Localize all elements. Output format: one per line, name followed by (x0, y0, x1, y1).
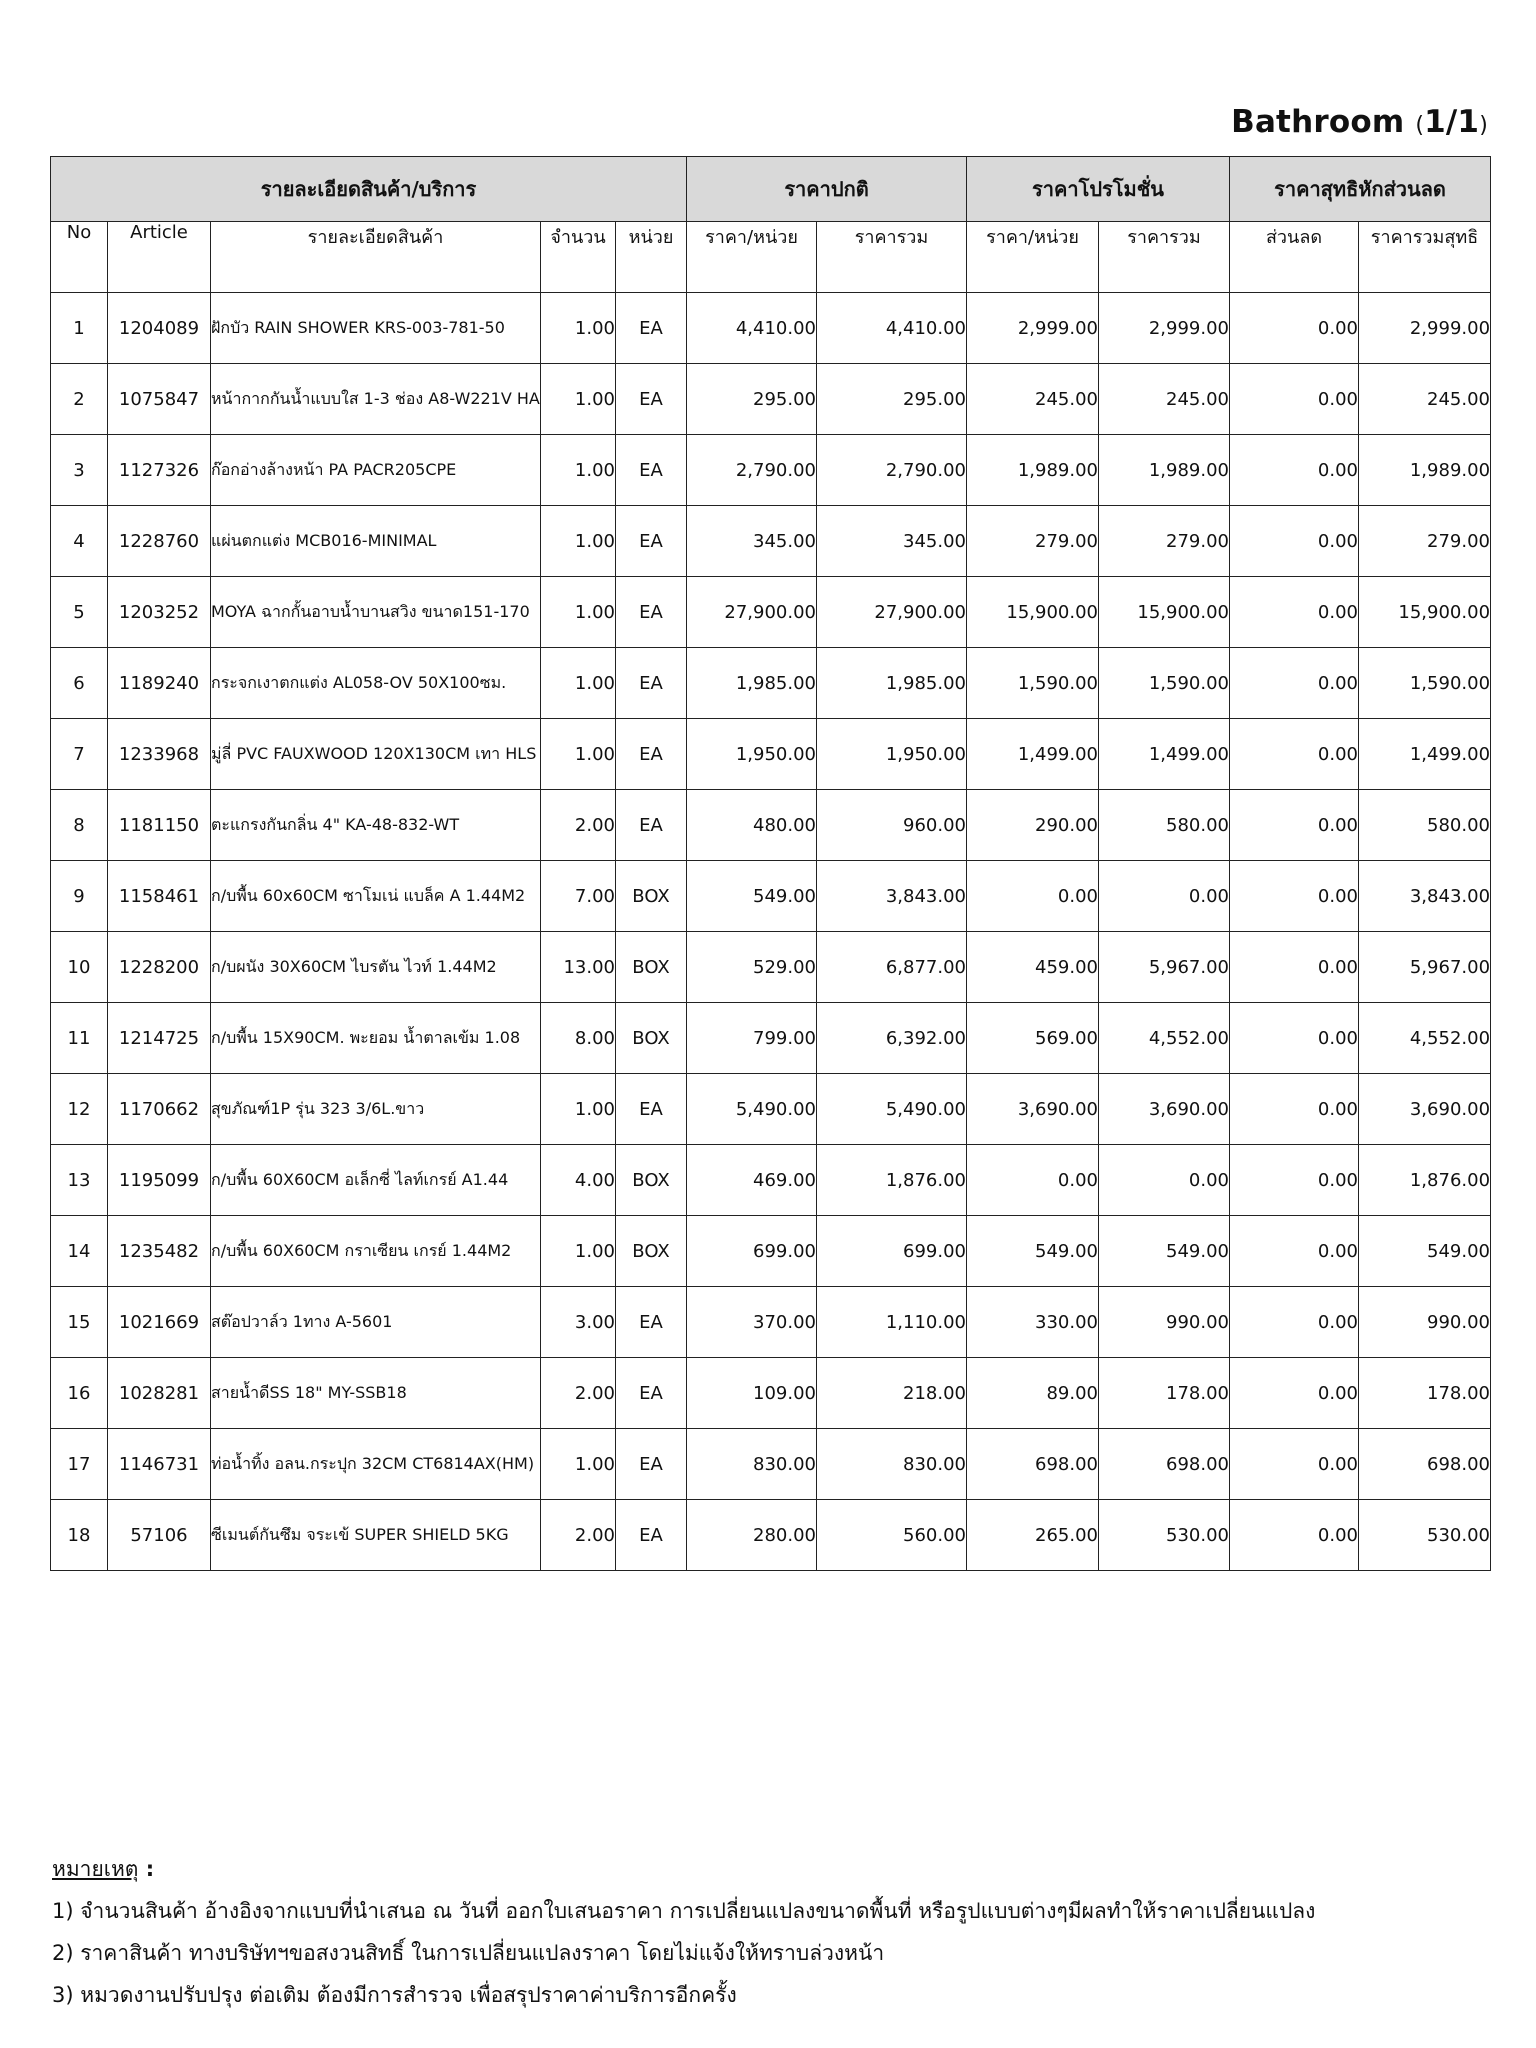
row-article: 1021669 (108, 1287, 211, 1358)
row-description: ก/บพื้น 60X60CM กราเซียน เกรย์ 1.44M2 (211, 1216, 541, 1287)
row-no: 6 (51, 648, 108, 719)
row-qty: 2.00 (541, 1500, 616, 1571)
row-qty: 1.00 (541, 648, 616, 719)
row-no: 13 (51, 1145, 108, 1216)
table-row (51, 1287, 1491, 1358)
row-net-total: 15,900.00 (1359, 577, 1491, 648)
row-unit: BOX (616, 861, 687, 932)
table-row (51, 435, 1491, 506)
row-description: ก๊อกอ่างล้างหน้า PA PACR205CPE (211, 435, 541, 506)
table-row (51, 364, 1491, 435)
col-promo-unit-price: ราคา/หน่วย (967, 222, 1099, 293)
row-unit: BOX (616, 932, 687, 1003)
row-no: 5 (51, 577, 108, 648)
row-description: ก/บพื้น 60X60CM อเล็กซี่ ไลท์เกรย์ A1.44 (211, 1145, 541, 1216)
row-discount: 0.00 (1230, 1358, 1359, 1429)
row-normal-total: 560.00 (817, 1500, 967, 1571)
row-article: 1204089 (108, 293, 211, 364)
row-article: 1146731 (108, 1429, 211, 1500)
row-normal-total: 5,490.00 (817, 1074, 967, 1145)
row-promo-total: 530.00 (1099, 1500, 1230, 1571)
row-promo-unit-price: 0.00 (967, 1145, 1099, 1216)
row-promo-unit-price: 290.00 (967, 790, 1099, 861)
row-unit: BOX (616, 1145, 687, 1216)
row-description: สต๊อปวาล์ว 1ทาง A-5601 (211, 1287, 541, 1358)
row-unit: EA (616, 1074, 687, 1145)
row-description: มู่ลี่ PVC FAUXWOOD 120X130CM เทา HLS (211, 719, 541, 790)
row-no: 14 (51, 1216, 108, 1287)
col-unit: หน่วย (616, 222, 687, 293)
row-qty: 1.00 (541, 506, 616, 577)
row-net-total: 3,690.00 (1359, 1074, 1491, 1145)
row-no: 10 (51, 932, 108, 1003)
col-article: Article (108, 222, 211, 293)
row-no: 8 (51, 790, 108, 861)
table-row (51, 719, 1491, 790)
row-qty: 4.00 (541, 1145, 616, 1216)
row-promo-total: 4,552.00 (1099, 1003, 1230, 1074)
row-net-total: 530.00 (1359, 1500, 1491, 1571)
notes-section (52, 1848, 1315, 2016)
row-normal-total: 1,985.00 (817, 648, 967, 719)
row-normal-unit-price: 469.00 (687, 1145, 817, 1216)
group-details: รายละเอียดสินค้า/บริการ (51, 157, 687, 222)
row-net-total: 279.00 (1359, 506, 1491, 577)
row-discount: 0.00 (1230, 1003, 1359, 1074)
row-qty: 1.00 (541, 1216, 616, 1287)
table-row (51, 577, 1491, 648)
table-row (51, 1358, 1491, 1429)
row-normal-total: 6,877.00 (817, 932, 967, 1003)
row-promo-total: 15,900.00 (1099, 577, 1230, 648)
row-qty: 1.00 (541, 293, 616, 364)
col-description: รายละเอียดสินค้า (211, 222, 541, 293)
row-normal-total: 345.00 (817, 506, 967, 577)
group-normal-price: ราคาปกติ (687, 157, 967, 222)
row-discount: 0.00 (1230, 1287, 1359, 1358)
row-normal-total: 6,392.00 (817, 1003, 967, 1074)
row-promo-total: 1,499.00 (1099, 719, 1230, 790)
row-article: 1214725 (108, 1003, 211, 1074)
row-no: 11 (51, 1003, 108, 1074)
title-text: Bathroom (1231, 104, 1405, 140)
row-article: 1233968 (108, 719, 211, 790)
row-promo-unit-price: 2,999.00 (967, 293, 1099, 364)
row-promo-unit-price: 1,989.00 (967, 435, 1099, 506)
row-no: 12 (51, 1074, 108, 1145)
row-normal-unit-price: 529.00 (687, 932, 817, 1003)
row-discount: 0.00 (1230, 1500, 1359, 1571)
row-description: สายน้ำดีSS 18" MY-SSB18 (211, 1358, 541, 1429)
row-unit: EA (616, 1287, 687, 1358)
row-unit: EA (616, 364, 687, 435)
row-net-total: 1,499.00 (1359, 719, 1491, 790)
row-discount: 0.00 (1230, 719, 1359, 790)
row-no: 7 (51, 719, 108, 790)
row-no: 15 (51, 1287, 108, 1358)
row-normal-unit-price: 280.00 (687, 1500, 817, 1571)
row-promo-unit-price: 3,690.00 (967, 1074, 1099, 1145)
row-description: ตะแกรงกันกลิ่น 4" KA-48-832-WT (211, 790, 541, 861)
row-promo-total: 1,590.00 (1099, 648, 1230, 719)
row-normal-unit-price: 5,490.00 (687, 1074, 817, 1145)
row-normal-total: 830.00 (817, 1429, 967, 1500)
row-normal-total: 2,790.00 (817, 435, 967, 506)
note-item: 2) ราคาสินค้า ทางบริษัทฯขอสงวนสิทธิ์ ในการเปลี่ยนแปลงราคา โดยไม่แจ้งให้ทราบล่วงหน้า (52, 1941, 885, 1965)
row-discount: 0.00 (1230, 790, 1359, 861)
row-no: 1 (51, 293, 108, 364)
row-description: ซีเมนต์กันซึม จระเข้ SUPER SHIELD 5KG (211, 1500, 541, 1571)
row-unit: EA (616, 1500, 687, 1571)
row-description: ก/บพื้น 60x60CM ซาโมเน่ แบล็ค A 1.44M2 (211, 861, 541, 932)
row-net-total: 1,989.00 (1359, 435, 1491, 506)
row-unit: EA (616, 577, 687, 648)
row-no: 4 (51, 506, 108, 577)
row-description: ก/บพื้น 15X90CM. พะยอม น้ำตาลเข้ม 1.08 (211, 1003, 541, 1074)
row-discount: 0.00 (1230, 506, 1359, 577)
page-title (1231, 104, 1488, 140)
row-no: 18 (51, 1500, 108, 1571)
row-qty: 1.00 (541, 435, 616, 506)
row-qty: 8.00 (541, 1003, 616, 1074)
row-qty: 1.00 (541, 364, 616, 435)
row-discount: 0.00 (1230, 1074, 1359, 1145)
row-net-total: 1,590.00 (1359, 648, 1491, 719)
row-normal-unit-price: 27,900.00 (687, 577, 817, 648)
group-net-price: ราคาสุทธิหักส่วนลด (1230, 157, 1491, 222)
row-article: 1158461 (108, 861, 211, 932)
row-promo-unit-price: 15,900.00 (967, 577, 1099, 648)
row-discount: 0.00 (1230, 293, 1359, 364)
row-article: 57106 (108, 1500, 211, 1571)
row-promo-total: 1,989.00 (1099, 435, 1230, 506)
row-promo-total: 549.00 (1099, 1216, 1230, 1287)
table-row (51, 506, 1491, 577)
row-net-total: 3,843.00 (1359, 861, 1491, 932)
row-normal-total: 27,900.00 (817, 577, 967, 648)
row-article: 1228760 (108, 506, 211, 577)
row-qty: 2.00 (541, 790, 616, 861)
row-discount: 0.00 (1230, 577, 1359, 648)
row-article: 1181150 (108, 790, 211, 861)
row-no: 2 (51, 364, 108, 435)
row-normal-unit-price: 549.00 (687, 861, 817, 932)
table-row (51, 648, 1491, 719)
row-promo-total: 2,999.00 (1099, 293, 1230, 364)
row-unit: EA (616, 435, 687, 506)
row-normal-unit-price: 799.00 (687, 1003, 817, 1074)
row-promo-unit-price: 569.00 (967, 1003, 1099, 1074)
row-net-total: 4,552.00 (1359, 1003, 1491, 1074)
col-no: No (51, 222, 108, 293)
row-normal-total: 295.00 (817, 364, 967, 435)
table-row (51, 790, 1491, 861)
row-normal-total: 960.00 (817, 790, 967, 861)
row-net-total: 245.00 (1359, 364, 1491, 435)
row-article: 1170662 (108, 1074, 211, 1145)
row-description: MOYA ฉากกั้นอาบน้ำบานสวิง ขนาด151-170 (211, 577, 541, 648)
col-promo-total: ราคารวม (1099, 222, 1230, 293)
col-discount: ส่วนลด (1230, 222, 1359, 293)
row-promo-total: 0.00 (1099, 1145, 1230, 1216)
row-description: ฝักบัว RAIN SHOWER KRS-003-781-50 (211, 293, 541, 364)
column-header-row (51, 222, 1491, 293)
table-row (51, 1216, 1491, 1287)
row-article: 1195099 (108, 1145, 211, 1216)
row-promo-unit-price: 698.00 (967, 1429, 1099, 1500)
row-promo-total: 3,690.00 (1099, 1074, 1230, 1145)
row-normal-unit-price: 345.00 (687, 506, 817, 577)
row-unit: EA (616, 293, 687, 364)
row-description: สุขภัณฑ์1P รุ่น 323 3/6L.ขาว (211, 1074, 541, 1145)
title-paren-open: ( (1415, 113, 1425, 138)
row-normal-total: 3,843.00 (817, 861, 967, 932)
row-unit: EA (616, 1358, 687, 1429)
row-article: 1203252 (108, 577, 211, 648)
row-normal-unit-price: 699.00 (687, 1216, 817, 1287)
table-row (51, 1003, 1491, 1074)
row-promo-total: 580.00 (1099, 790, 1230, 861)
row-promo-unit-price: 1,590.00 (967, 648, 1099, 719)
row-no: 17 (51, 1429, 108, 1500)
quotation-table (50, 156, 1491, 1571)
row-normal-unit-price: 295.00 (687, 364, 817, 435)
row-qty: 1.00 (541, 719, 616, 790)
row-discount: 0.00 (1230, 861, 1359, 932)
row-normal-total: 699.00 (817, 1216, 967, 1287)
col-qty: จำนวน (541, 222, 616, 293)
row-article: 1075847 (108, 364, 211, 435)
row-normal-unit-price: 480.00 (687, 790, 817, 861)
row-net-total: 698.00 (1359, 1429, 1491, 1500)
row-qty: 1.00 (541, 1429, 616, 1500)
row-net-total: 990.00 (1359, 1287, 1491, 1358)
col-normal-unit-price: ราคา/หน่วย (687, 222, 817, 293)
row-normal-unit-price: 1,985.00 (687, 648, 817, 719)
row-net-total: 2,999.00 (1359, 293, 1491, 364)
row-description: กระจกเงาตกแต่ง AL058-OV 50X100ซม. (211, 648, 541, 719)
row-article: 1189240 (108, 648, 211, 719)
row-promo-total: 698.00 (1099, 1429, 1230, 1500)
row-discount: 0.00 (1230, 1216, 1359, 1287)
row-qty: 2.00 (541, 1358, 616, 1429)
row-net-total: 580.00 (1359, 790, 1491, 861)
row-no: 16 (51, 1358, 108, 1429)
note-item: 1) จำนวนสินค้า อ้างอิงจากแบบที่นำเสนอ ณ วันที่ ออกใบเสนอราคา การเปลี่ยนแปลงขนาดพื้นที่ หรือรูปแบบต่างๆมีผลทำให้ราคาเปลี่ยนแปลง (52, 1899, 1316, 1923)
row-discount: 0.00 (1230, 435, 1359, 506)
row-net-total: 178.00 (1359, 1358, 1491, 1429)
row-promo-unit-price: 330.00 (967, 1287, 1099, 1358)
row-normal-total: 1,876.00 (817, 1145, 967, 1216)
row-promo-unit-price: 0.00 (967, 861, 1099, 932)
row-promo-unit-price: 89.00 (967, 1358, 1099, 1429)
row-discount: 0.00 (1230, 364, 1359, 435)
row-description: ท่อน้ำทิ้ง อลน.กระปุก 32CM CT6814AX(HM) (211, 1429, 541, 1500)
table-row (51, 1429, 1491, 1500)
row-description: หน้ากากกันน้ำแบบใส 1-3 ช่อง A8-W221V HA (211, 364, 541, 435)
row-net-total: 1,876.00 (1359, 1145, 1491, 1216)
row-net-total: 5,967.00 (1359, 932, 1491, 1003)
row-promo-total: 5,967.00 (1099, 932, 1230, 1003)
row-promo-total: 990.00 (1099, 1287, 1230, 1358)
col-normal-total: ราคารวม (817, 222, 967, 293)
row-qty: 3.00 (541, 1287, 616, 1358)
row-normal-unit-price: 109.00 (687, 1358, 817, 1429)
table-row (51, 293, 1491, 364)
table-row (51, 1145, 1491, 1216)
group-promo-price: ราคาโปรโมชั่น (967, 157, 1230, 222)
row-description: แผ่นตกแต่ง MCB016-MINIMAL (211, 506, 541, 577)
table-row (51, 932, 1491, 1003)
row-no: 3 (51, 435, 108, 506)
table-row (51, 1500, 1491, 1571)
row-net-total: 549.00 (1359, 1216, 1491, 1287)
row-qty: 7.00 (541, 861, 616, 932)
row-normal-total: 4,410.00 (817, 293, 967, 364)
row-normal-unit-price: 4,410.00 (687, 293, 817, 364)
row-promo-total: 178.00 (1099, 1358, 1230, 1429)
row-promo-total: 245.00 (1099, 364, 1230, 435)
row-unit: BOX (616, 1216, 687, 1287)
row-normal-unit-price: 370.00 (687, 1287, 817, 1358)
row-qty: 13.00 (541, 932, 616, 1003)
row-article: 1228200 (108, 932, 211, 1003)
row-discount: 0.00 (1230, 1429, 1359, 1500)
table-row (51, 1074, 1491, 1145)
row-unit: EA (616, 506, 687, 577)
row-article: 1235482 (108, 1216, 211, 1287)
row-promo-unit-price: 459.00 (967, 932, 1099, 1003)
row-description: ก/บผนัง 30X60CM ไบรตัน ไวท์ 1.44M2 (211, 932, 541, 1003)
row-normal-total: 1,950.00 (817, 719, 967, 790)
row-qty: 1.00 (541, 577, 616, 648)
row-promo-total: 0.00 (1099, 861, 1230, 932)
table-row (51, 861, 1491, 932)
row-unit: BOX (616, 1003, 687, 1074)
row-normal-total: 1,110.00 (817, 1287, 967, 1358)
row-normal-total: 218.00 (817, 1358, 967, 1429)
row-no: 9 (51, 861, 108, 932)
title-page: 1/1 (1424, 104, 1480, 140)
row-promo-unit-price: 549.00 (967, 1216, 1099, 1287)
title-paren-close: ) (1479, 113, 1488, 138)
row-discount: 0.00 (1230, 932, 1359, 1003)
row-promo-unit-price: 265.00 (967, 1500, 1099, 1571)
notes-heading-colon: : (138, 1857, 155, 1881)
notes-heading: หมายเหตุ (52, 1857, 139, 1881)
row-promo-unit-price: 1,499.00 (967, 719, 1099, 790)
row-normal-unit-price: 1,950.00 (687, 719, 817, 790)
group-header-row (51, 157, 1491, 222)
row-article: 1028281 (108, 1358, 211, 1429)
row-promo-unit-price: 279.00 (967, 506, 1099, 577)
col-net-total: ราคารวมสุทธิ (1359, 222, 1491, 293)
row-unit: EA (616, 648, 687, 719)
row-unit: EA (616, 1429, 687, 1500)
row-qty: 1.00 (541, 1074, 616, 1145)
row-unit: EA (616, 790, 687, 861)
row-unit: EA (616, 719, 687, 790)
note-item: 3) หมวดงานปรับปรุง ต่อเติม ต้องมีการสำรวจ เพื่อสรุปราคาค่าบริการอีกครั้ง (52, 1983, 737, 2007)
row-discount: 0.00 (1230, 648, 1359, 719)
row-promo-unit-price: 245.00 (967, 364, 1099, 435)
row-article: 1127326 (108, 435, 211, 506)
row-discount: 0.00 (1230, 1145, 1359, 1216)
row-promo-total: 279.00 (1099, 506, 1230, 577)
row-normal-unit-price: 830.00 (687, 1429, 817, 1500)
row-normal-unit-price: 2,790.00 (687, 435, 817, 506)
